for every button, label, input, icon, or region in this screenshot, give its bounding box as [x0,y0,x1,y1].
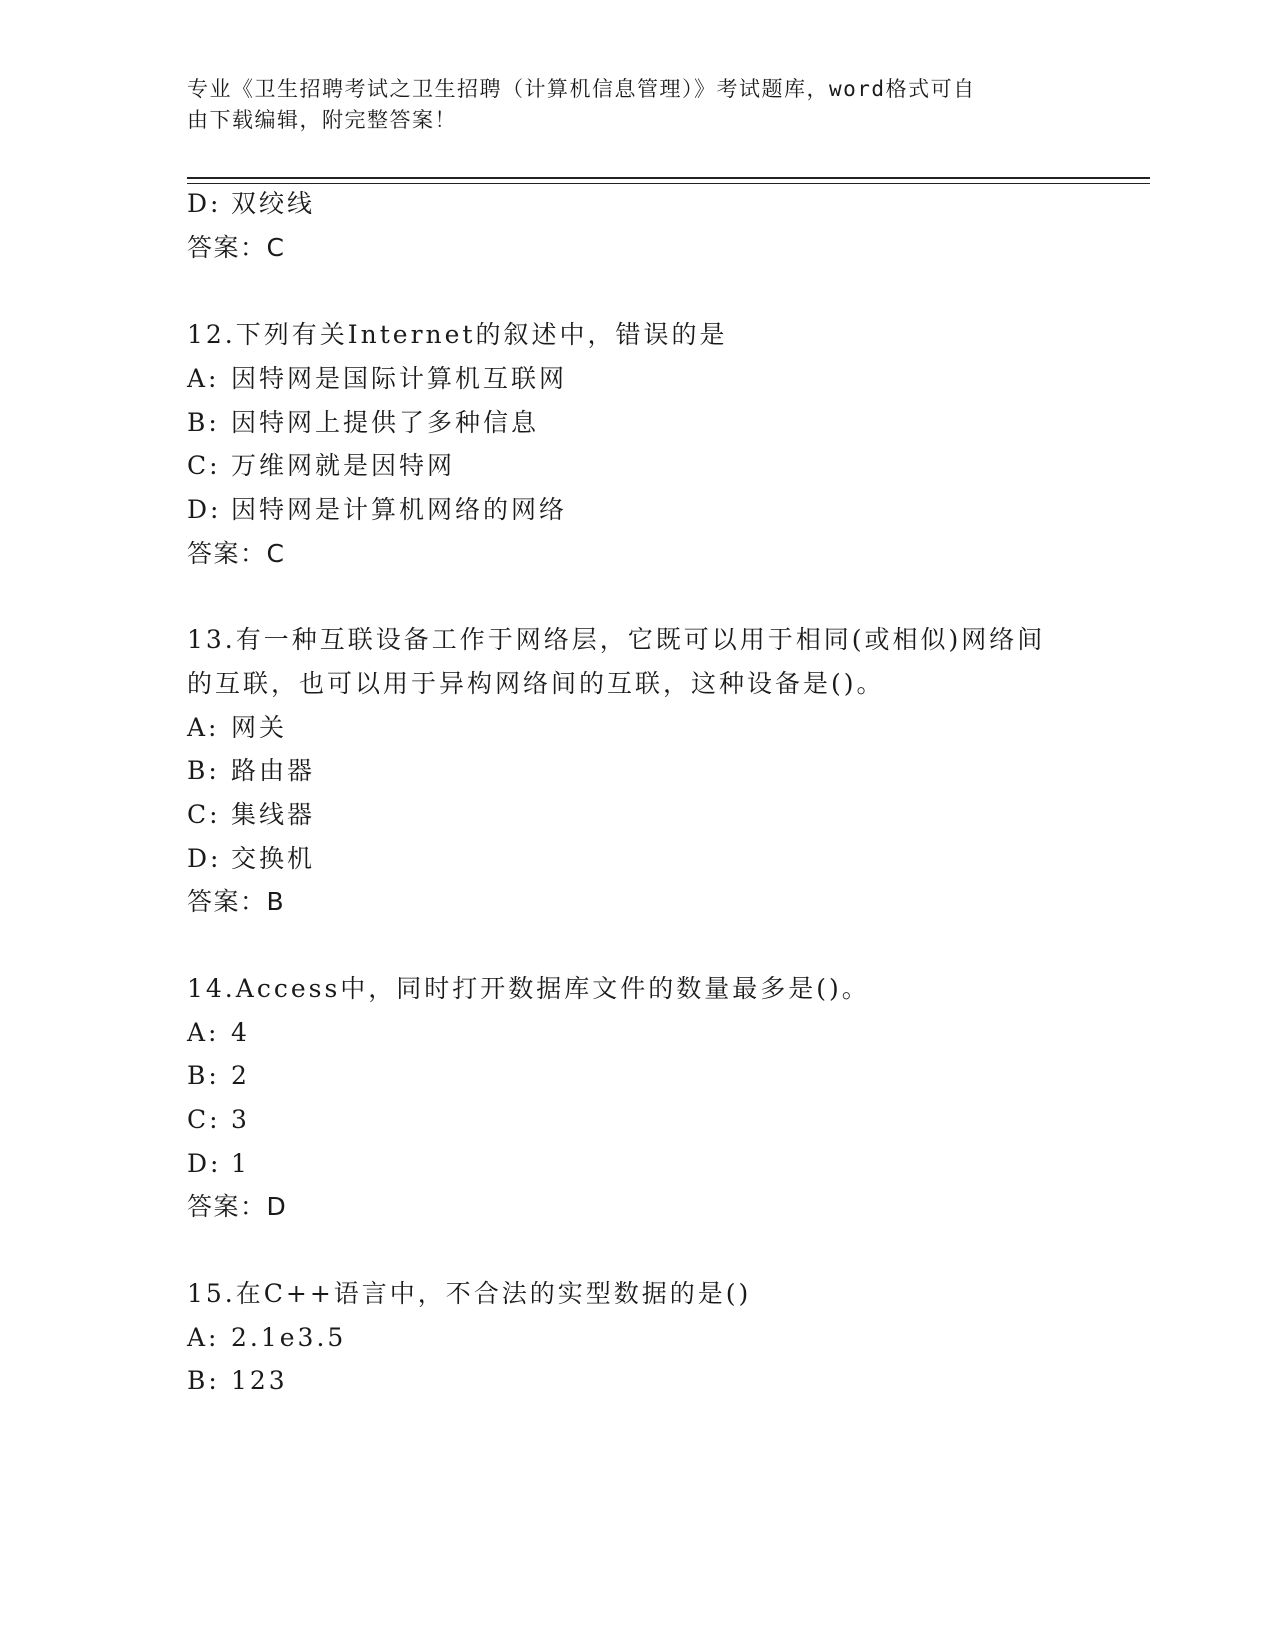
option-text: 2 [231,1061,250,1090]
option-text: 集线器 [231,800,316,829]
q15-question: 15.在C++语言中，不合法的实型数据的是() [187,1279,752,1308]
q14-option-c [187,1103,250,1137]
option-text: 1 [231,1149,250,1178]
q13-option-d [187,842,315,876]
option-text: 路由器 [231,756,316,785]
q13-question-line-1: 13.有一种互联设备工作于网络层，它既可以用于相同(或相似)网络间 [187,625,1046,654]
q11-answer: 答案：C [187,233,286,262]
q12-option-c [187,449,455,483]
q13-option-c [187,798,315,832]
header-divider-thin [187,183,1150,184]
option-text: 交换机 [231,844,316,873]
option-text: 2.1e3.5 [231,1323,347,1352]
option-text: 因特网是国际计算机互联网 [231,364,568,393]
option-text: 因特网上提供了多种信息 [231,408,540,437]
option-key: C: [187,451,221,480]
header-line-1: 专业《卫生招聘考试之卫生招聘（计算机信息管理）》考试题库，word格式可自 [187,77,976,101]
header-line-2: 由下载编辑，附完整答案！ [187,108,457,132]
q12-option-d [187,493,567,527]
q14-option-b [187,1059,250,1093]
option-text: 网关 [231,713,288,742]
q12-answer: 答案：C [187,539,286,568]
option-key: B: [187,1366,220,1395]
option-key: B: [187,756,220,785]
q12-option-b [187,406,539,440]
q15-option-a [187,1321,346,1355]
option-key: D: [187,1149,222,1178]
option-key: C: [187,1105,221,1134]
q13-option-b [187,754,315,788]
q14-option-a [187,1016,250,1050]
option-text: 4 [231,1018,250,1047]
option-key: A: [187,1018,220,1047]
q14-option-d [187,1147,250,1181]
q13-answer: 答案：B [187,887,286,916]
document-header [187,74,1057,136]
option-key: B: [187,408,220,437]
option-text: 双绞线 [231,189,316,218]
option-key: A: [187,364,220,393]
option-key: D: [187,495,222,524]
q13-question-line-2: 的互联，也可以用于异构网络间的互联，这种设备是()。 [187,669,885,698]
q12-question: 12.下列有关Internet的叙述中，错误的是 [187,320,728,349]
option-text: 3 [231,1105,250,1134]
option-text: 万维网就是因特网 [231,451,456,480]
option-key: A: [187,713,220,742]
header-divider-thick [187,177,1150,179]
option-key: A: [187,1323,220,1352]
option-text: 因特网是计算机网络的网络 [231,495,568,524]
q14-question: 14.Access中，同时打开数据库文件的数量最多是()。 [187,974,870,1003]
option-key: D: [187,189,222,218]
q14-answer: 答案：D [187,1192,288,1221]
option-key: B: [187,1061,220,1090]
option-text: 123 [231,1366,288,1395]
option-key: D: [187,844,222,873]
q15-option-b [187,1364,288,1398]
q12-option-a [187,362,567,396]
q13-option-a [187,711,287,745]
q11-option-d [187,187,315,221]
option-key: C: [187,800,221,829]
